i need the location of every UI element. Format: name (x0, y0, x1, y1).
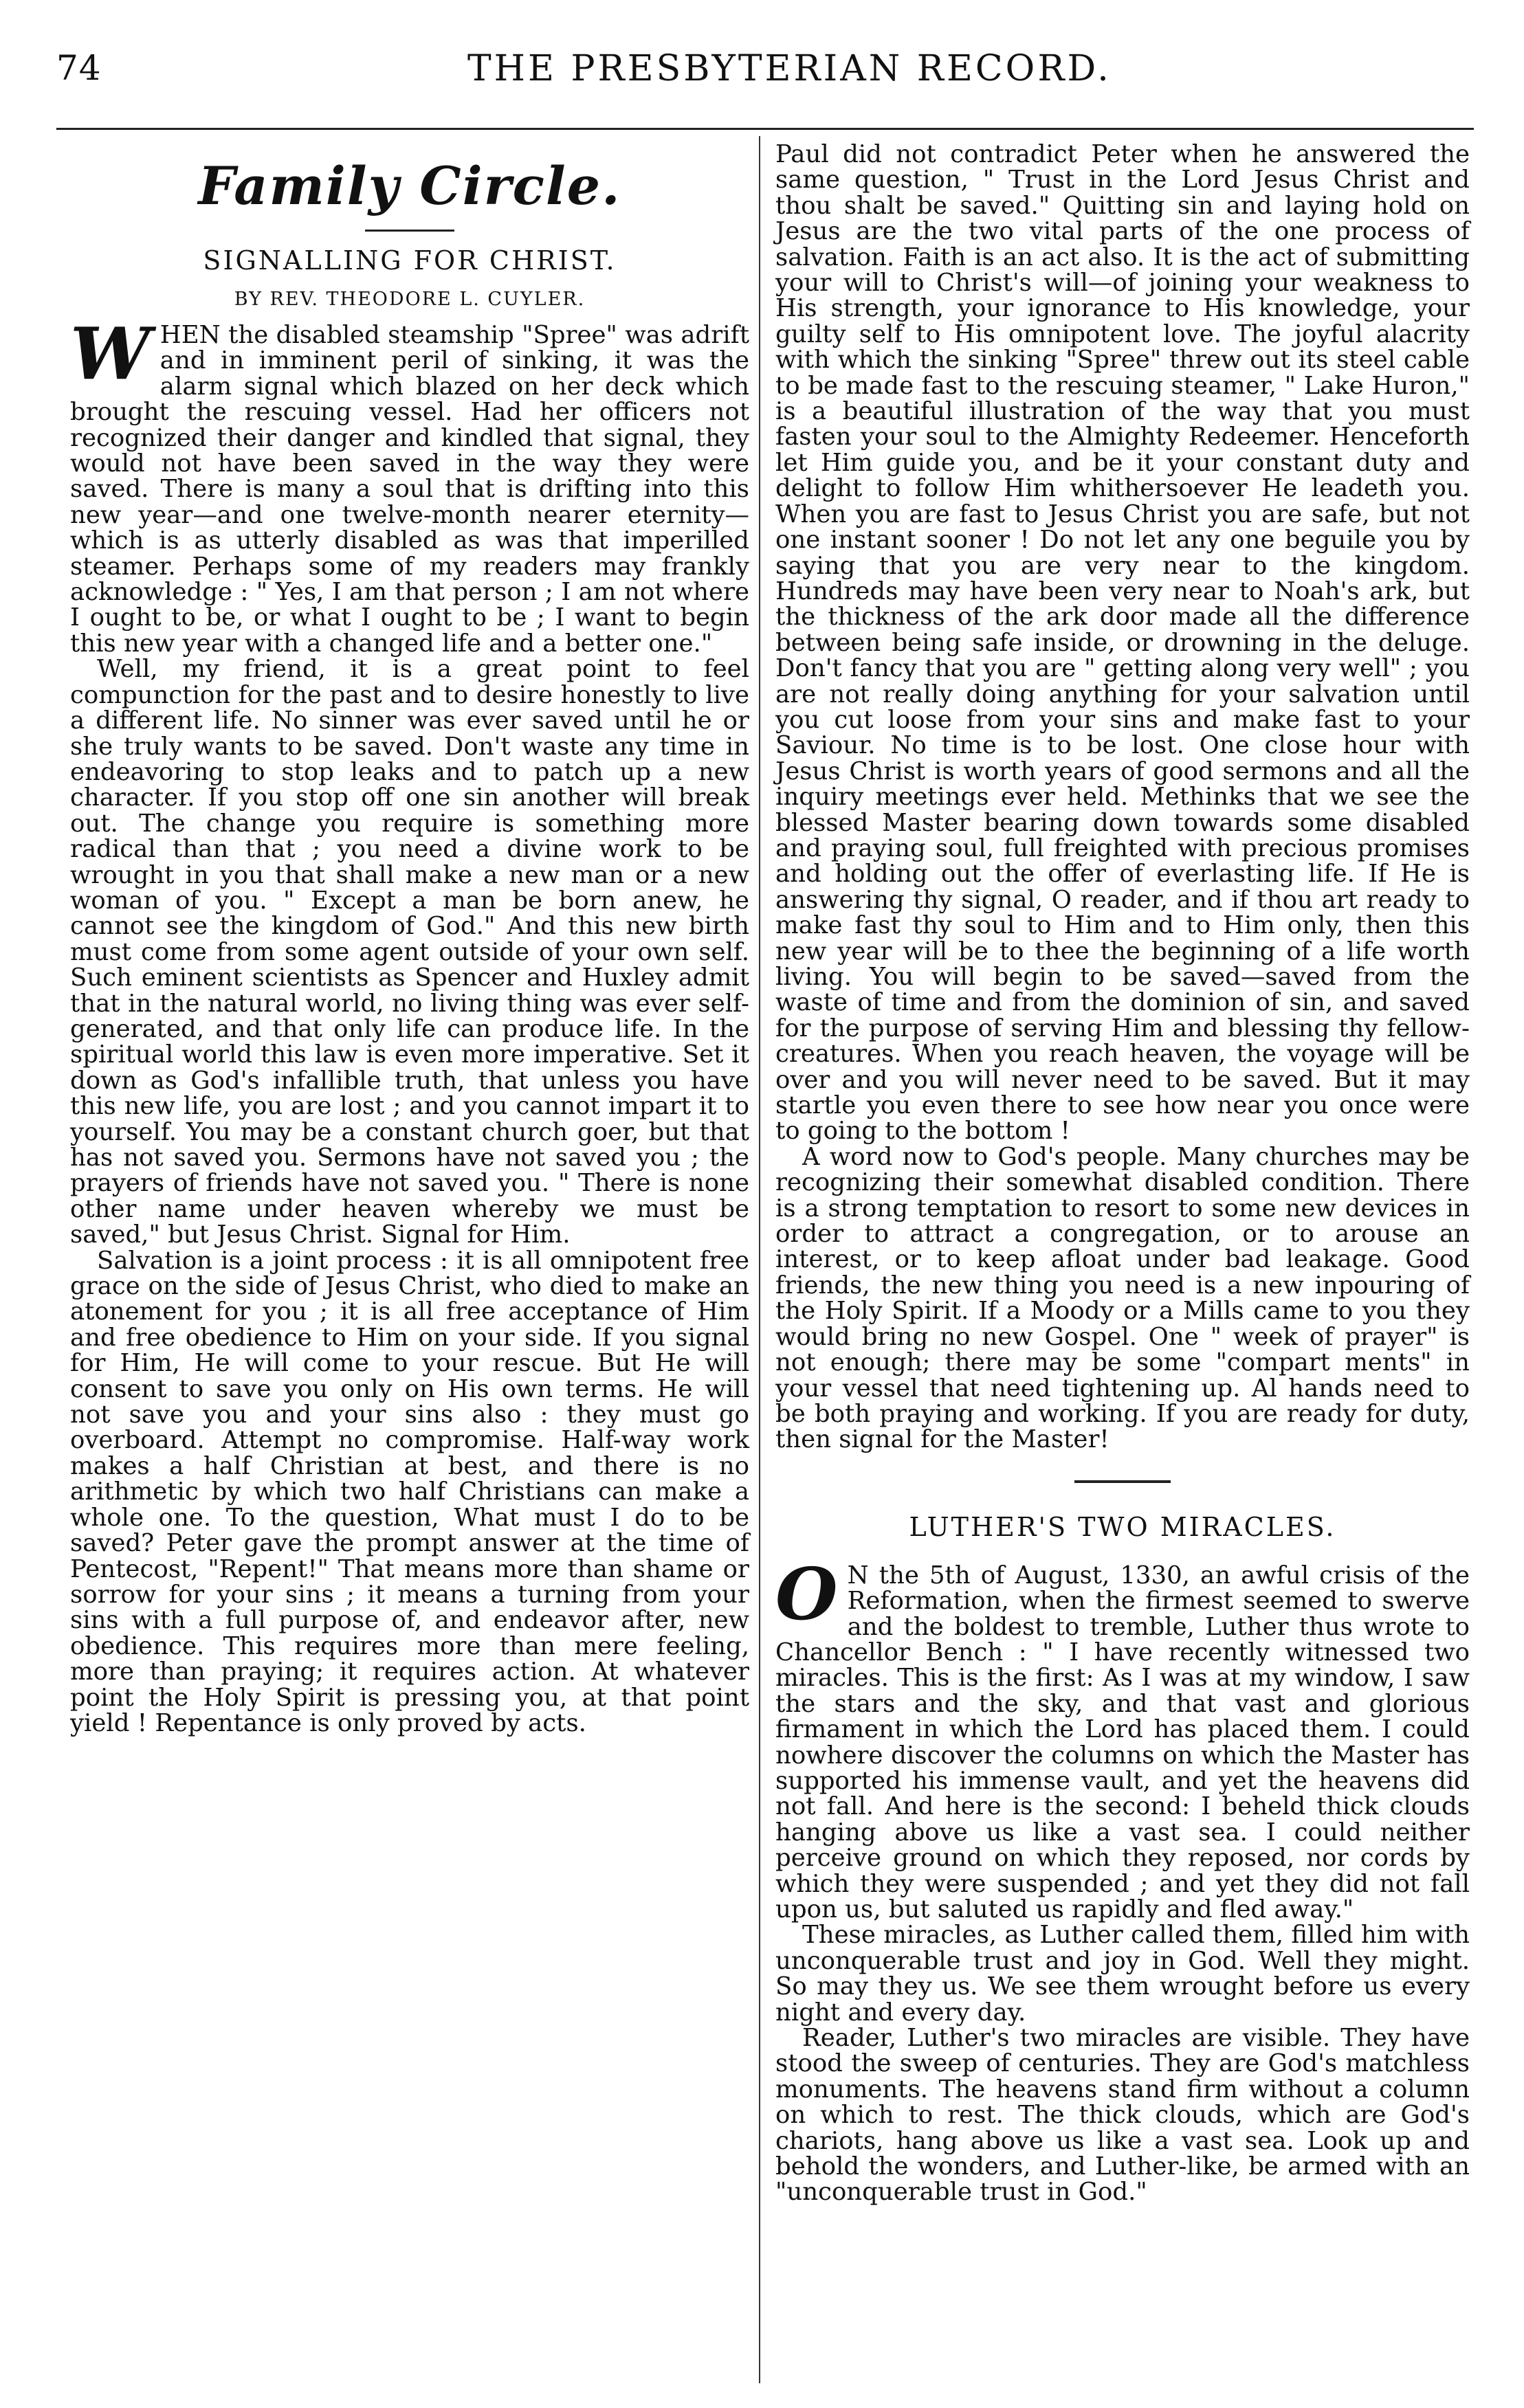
right-column (775, 142, 1470, 2205)
column-divider (759, 136, 760, 2383)
left-column (70, 144, 749, 1736)
article-title: LUTHER'S TWO MIRACLES. (909, 1511, 1336, 1542)
article-paragraph: Salvation is a joint process : it is all omnipotent free grace on the side of Jesus Christ, who died to make an atonement for you ; it is all free acceptance of Him and free obedience to Him on your side. If you signal for Him, He will come to your rescue. But He will consent to save you only on His own terms. He will not save you and your sins also : they must go overboard. Attempt no compromise. Half-way work makes a half Christian at best, and there is no arithmetic by which two half Christians can make a whole one. To the question, What must I do to be saved? Peter gave the prompt answer at the time of Pentecost, "Repent!" That means more than shame or sorrow for your sins ; it means a turning from your sins with a full purpose of, and endeavor after, new obedience. This requires more than mere feeling, more than praying; it requires action. At whatever point the Holy Spirit is pressing you, at that point yield ! Repentance is only proved by acts. (70, 1246, 749, 1737)
header-rule (56, 128, 1474, 130)
page-number: 74 (56, 48, 102, 88)
paragraph-text: HEN the disabled steamship "Spree" was adrift and in imminent peril of sinking, it was the alarm signal which blazed on her deck which brought the rescuing vessel. Had her officers not recognized their danger and kindled that signal, they would not have been saved in the way they were saved. There is many a soul that is drifting into this new year—and one twelve-month nearer eternity—which is as utterly disabled as was that imperilled steamer. Perhaps some of my readers may frankly acknowledge : " Yes, I am that person ; I am not where I ought to be, or what I ought to be ; I want to begin this new year with a changed life and a better one." (70, 321, 749, 658)
article-paragraph: A word now to God's people. Many churches may be recognizing their somewhat disabled condition. There is a strong temptation to resort to some new devices in order to attract a congregation, or to arouse an interest, or to keep afloat under bad leakage. Good friends, the new thing you need is a new inpouring of the Holy Spirit. If a Moody or a Mills came to you they would bring no new Gospel. One " week of prayer" is not enough; there may be some "compart ments" in your vessel that need tightening up. Al hands need to be both praying and working. If you are ready for duty, then signal for the Master! (775, 1142, 1470, 1454)
article-paragraph: Reader, Luther's two miracles are visible. They have stood the sweep of centuries. They are God's matchless monuments. The heavens stand firm without a column on which to rest. The thick clouds, which are God's chariots, hang above us like a vast sea. Look up and behold the wonders, and Luther-like, be armed with an "unconquerable trust in God." (775, 2024, 1470, 2207)
drop-cap: W (70, 311, 151, 396)
article-byline: BY REV. THEODORE L. CUYLER. (234, 289, 586, 310)
separator-rule (1074, 1480, 1171, 1483)
article-paragraph (70, 311, 749, 658)
section-title: Family Circle. (198, 155, 621, 216)
article-separator (775, 1480, 1470, 1542)
article-paragraph (775, 1551, 1470, 1924)
paragraph-text: N the 5th of August, 1330, an awful crisis of the Reformation, when the firmest seemed to swerve and the boldest to tremble, Luther thus wrote to Chancellor Bench : " I have recently witnessed two miracles. This is the first: As I was at my window, I saw the stars and the sky, and that vast and glorious firmament in which the Lord has placed them. I could nowhere discover the columns on which the Master has supported his immense vault, and yet the heavens did not fall. And here is the second: I beheld thick clouds hanging above us like a vast sea. I could neither perceive ground on which they reposed, nor cords by which they were suspended ; and yet they did not fall upon us, but saluted us rapidly and fled away." (775, 1561, 1470, 1924)
title-rule (365, 230, 454, 232)
article-paragraph: Well, my friend, it is a great point to feel compunction for the past and to desire honestly to live a different life. No sinner was ever saved until he or she truly wants to be saved. Don't waste any time in endeavoring to stop leaks and to patch up a new character. If you stop off one sin another will break out. The change you require is something more radical than that ; you need a divine work to be wrought in you that shall make a new man or a new woman of you. " Except a man be born anew, he cannot see the kingdom of God." And this new birth must come from some agent outside of your own self. Such eminent scientists as Spencer and Huxley admit that in the natural world, no living thing was ever self-generated, and that only life can produce life. In the spiritual world this law is even more imperative. Set it down as God's infallible truth, that unless you have this new life, you are lost ; and you cannot impart it to yourself. You may be a constant church goer, but that has not saved you. Sermons have not saved you ; the prayers of friends have not saved you. " There is none other name under heaven whereby we must be saved," but Jesus Christ. Signal for Him. (70, 655, 749, 1249)
article-paragraph: Paul did not contradict Peter when he answered the same question, " Trust in the Lord Jesus Christ and thou shalt be saved." Quitting sin and laying hold on Jesus are the two vital parts of the one process of salvation. Faith is an act also. It is the act of submitting your will to Christ's will—of joining your weakness to His strength, your ignorance to His knowledge, your guilty self to His omnipotent love. The joyful alacrity with which the sinking "Spree" threw out its steel cable to be made fast to the rescuing steamer, " Lake Huron," is a beautiful illustration of the way that you must fasten your soul to the Almighty Redeemer. Henceforth let Him guide you, and be it your constant duty and delight to follow Him whithersoever He leadeth you. When you are fast to Jesus Christ you are safe, but not one instant sooner ! Do not let any one beguile you by saying that you are very near to the kingdom. Hundreds may have been very near to Noah's ark, but the thickness of the ark door made all the difference between being safe inside, or drowning in the deluge. Don't fancy that you are " getting along very well" ; you are not really doing anything for your salvation until you cut loose from your sins and make fast to your Saviour. No time is to be lost. One close hour with Jesus Christ is worth years of good sermons and all the inquiry meetings ever held. Methinks that we see the blessed Master bearing down towards some disabled and praying soul, full freighted with precious promises and holding out the offer of everlasting life. If He is answering thy signal, O reader, and if thou art ready to make fast thy soul to Him and to Him only, then this new year will be to thee the beginning of a life worth living. You will begin to be saved—saved from the waste of time and from the dominion of sin, and saved for the purpose of serving Him and blessing thy fellow-creatures. When you reach heaven, the voyage will be over and you will never need to be saved. But it may startle you even there to see how near you once were to going to the bottom ! (775, 140, 1470, 1146)
running-title: THE PRESBYTERIAN RECORD. (467, 48, 1112, 89)
article-paragraph: These miracles, as Luther called them, filled him with unconquerable trust and joy in God. Well they might. So may they us. We see them wrought before us every night and every day. (775, 1921, 1470, 2027)
drop-cap: O (775, 1551, 838, 1636)
article-title: SIGNALLING FOR CHRIST. (203, 245, 617, 276)
